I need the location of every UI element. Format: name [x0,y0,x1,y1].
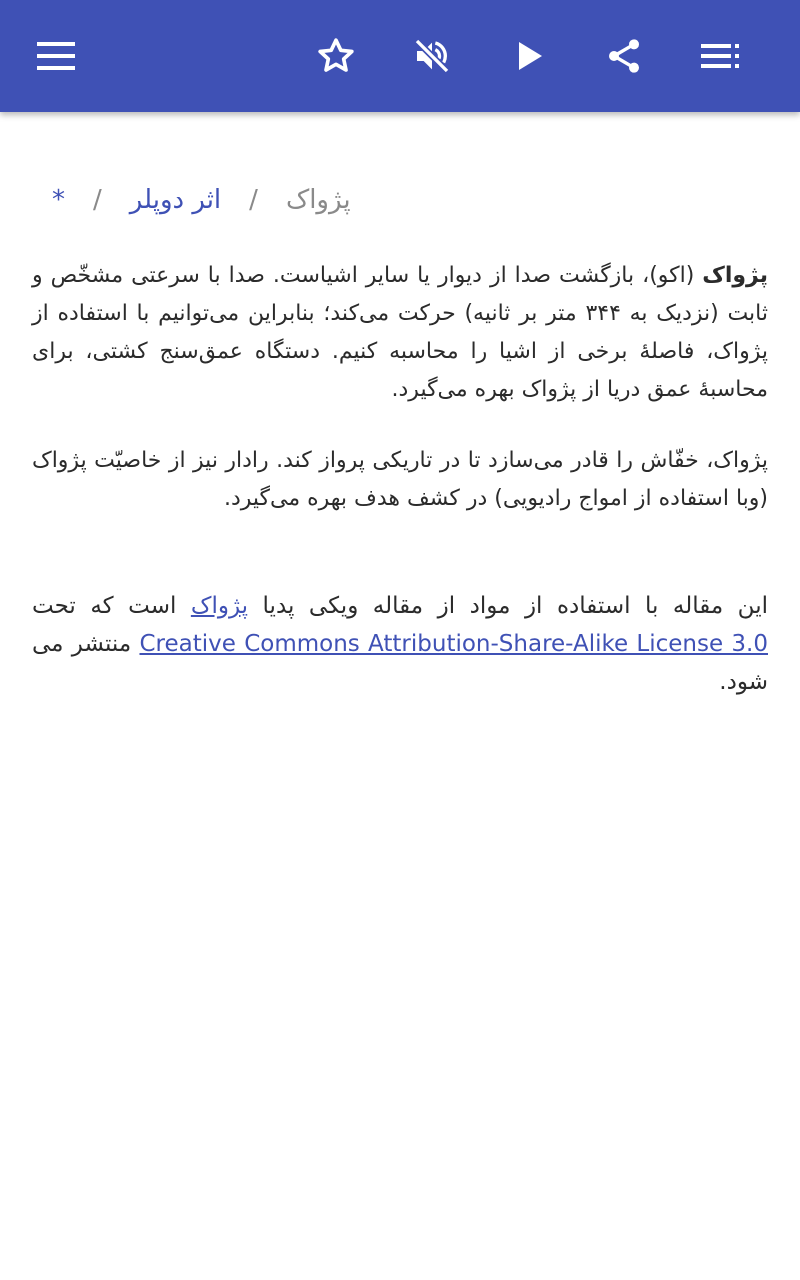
license-text-before: این مقاله با استفاده از مواد از مقاله ویکی پدیا [248,593,768,619]
menu-button[interactable] [28,28,84,84]
star-outline-icon [316,36,356,76]
breadcrumb-parent-link[interactable]: اثر دوپلر [129,185,222,215]
article-paragraph-2: پژواک، خفّاش را قادر می‌سازد تا در تاریکی پرواز کند. رادار نیز از خاصیّت پژواک (وبا استفاده از امواج رادیویی) در کشف هدف بهره می‌گیرد. [32,448,768,511]
wikipedia-article-link[interactable]: پژواک [190,593,249,619]
breadcrumb-separator: / [93,185,102,215]
article-paragraph-1 [32,257,768,409]
article-term: پژواک [702,263,768,288]
contents-button[interactable] [692,28,748,84]
license-text-middle: است که تحت [32,593,191,619]
favorite-button[interactable] [308,28,364,84]
article-paragraph-1-text: (اکو)، بازگشت صدا از دیوار یا سایر اشیاست. صدا با سرعتی مشخّص و ثابت (نزدیک به ۳۴۴ متر بر ثانیه) حرکت می‌کند؛ بنابراین می‌توانیم با استفاده از پژواک، فاصلهٔ برخی از اشیا را محاسبه کنیم. دستگاه عمق‌سنج کشتی، برای محاسبهٔ عمق دریا از پژواک بهره می‌گیرد. [32,263,769,402]
license-notice [32,587,768,701]
mute-button[interactable] [404,28,460,84]
play-icon [517,41,543,71]
play-button[interactable] [502,28,558,84]
playlist-icon [701,44,739,68]
breadcrumb-root-link[interactable]: * [52,185,65,215]
menu-icon [37,42,75,70]
license-link[interactable]: Creative Commons Attribution-Share-Alike License 3.0 [139,631,768,657]
share-icon [604,36,644,76]
breadcrumb [52,180,351,220]
share-button[interactable] [596,28,652,84]
volume-off-icon [412,36,452,76]
breadcrumb-current: پژواک [285,185,351,215]
license-text-after: منتشر می شود. [32,631,768,695]
breadcrumb-separator: / [249,185,258,215]
app-toolbar [0,0,800,112]
